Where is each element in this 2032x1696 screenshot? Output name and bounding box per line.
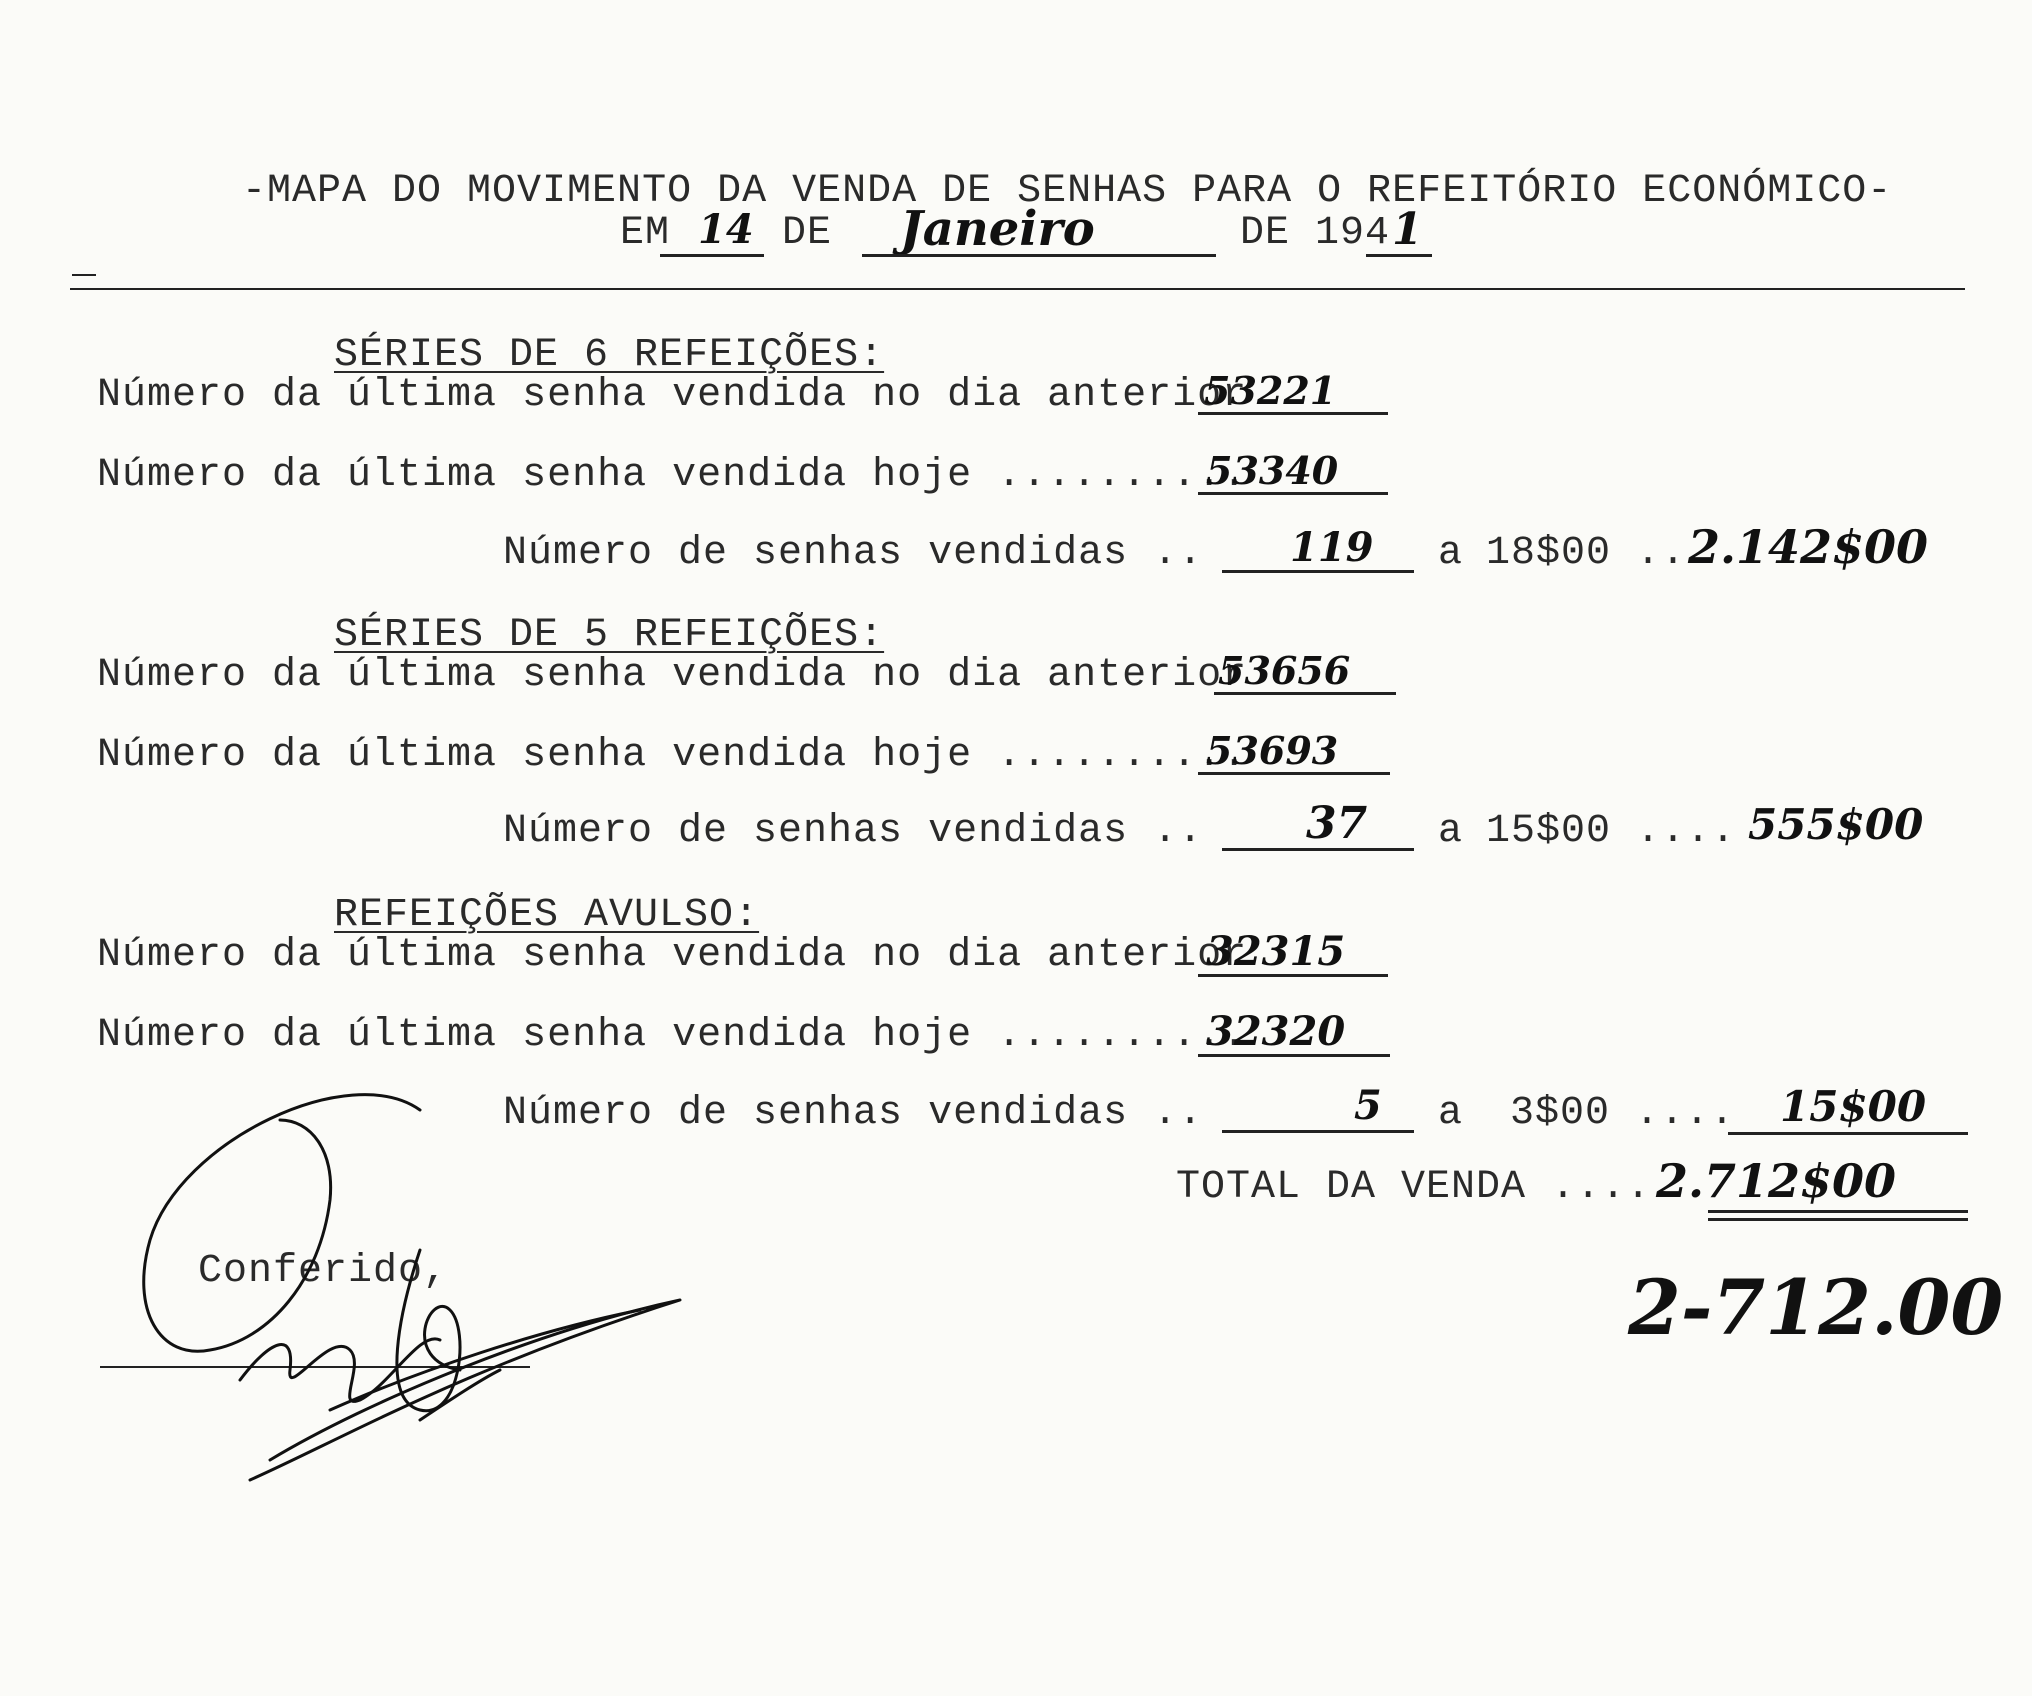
line-amount: 555$00 (1748, 800, 1924, 849)
signature-scribble (120, 1080, 700, 1520)
header-rule-tick (72, 274, 96, 276)
count-value: 119 (1290, 524, 1374, 571)
today-label: Número da última senha vendida hoje .......... (97, 733, 1248, 778)
at-label: a (1438, 531, 1464, 576)
total-handwritten: 2-712.00 (1628, 1263, 2004, 1352)
date-month: Janeiro (900, 201, 1095, 257)
date-year-underline (1366, 254, 1432, 257)
value-underline (1198, 772, 1390, 775)
date-year-label: DE 194 (1240, 211, 1391, 256)
count-underline (1222, 570, 1414, 573)
prev-day-value: 53656 (1218, 648, 1351, 693)
line-amount: 15$00 (1780, 1082, 1927, 1131)
count-label: Número de senhas vendidas .. (503, 531, 1204, 576)
at-label: a (1438, 1091, 1464, 1136)
prev-day-value: 32315 (1206, 928, 1346, 975)
today-label: Número da última senha vendida hoje .......... (97, 453, 1248, 498)
date-year-digit: 1 (1392, 204, 1423, 255)
date-prefix: EM (620, 211, 671, 256)
date-month-underline (862, 254, 1216, 257)
unit-price: 3$00 .... (1510, 1091, 1736, 1136)
date-de-label: DE (782, 211, 833, 256)
unit-price: 15$00 .... (1486, 809, 1737, 854)
document-title: -MAPA DO MOVIMENTO DA VENDA DE SENHAS PARA O REFEITÓRIO ECONÓMICO- (242, 169, 1893, 214)
count-value: 5 (1354, 1082, 1382, 1129)
section-title: REFEIÇÕES AVULSO: (334, 893, 760, 938)
total-underline-double (1708, 1218, 1968, 1221)
line-amount: 2.142$00 (1688, 520, 1929, 574)
signature-label: Conferido, (198, 1249, 449, 1294)
value-underline (1198, 492, 1388, 495)
section-title: SÉRIES DE 5 REFEIÇÕES: (334, 613, 885, 658)
value-underline (1198, 974, 1388, 977)
unit-price: 18$00 .. (1486, 531, 1687, 576)
today-value: 53340 (1206, 448, 1339, 493)
count-underline (1222, 1130, 1414, 1133)
at-label: a (1438, 809, 1464, 854)
amount-underline (1728, 1132, 1968, 1135)
prev-day-label: Número da última senha vendida no dia anterior (97, 653, 1248, 698)
date-day-underline (660, 254, 764, 257)
today-value: 32320 (1206, 1008, 1346, 1055)
count-value: 37 (1306, 798, 1368, 849)
total-value: 2.712$00 (1656, 1154, 1897, 1208)
header-rule (70, 288, 1965, 290)
prev-day-value: 53221 (1204, 368, 1337, 413)
today-label: Número da última senha vendida hoje .......... (97, 1013, 1248, 1058)
today-value: 53693 (1206, 728, 1339, 773)
count-label: Número de senhas vendidas .. (503, 809, 1204, 854)
count-underline (1222, 848, 1414, 851)
section-title: SÉRIES DE 6 REFEIÇÕES: (334, 333, 885, 378)
value-underline (1198, 412, 1388, 415)
value-underline (1198, 1054, 1390, 1057)
date-day: 14 (698, 206, 754, 253)
total-label: TOTAL DA VENDA ..... (1176, 1165, 1677, 1210)
prev-day-label: Número da última senha vendida no dia anterior (97, 933, 1248, 978)
value-underline (1214, 692, 1396, 695)
prev-day-label: Número da última senha vendida no dia anterior (97, 373, 1248, 418)
total-underline (1708, 1210, 1968, 1213)
count-label: Número de senhas vendidas .. (503, 1091, 1204, 1136)
